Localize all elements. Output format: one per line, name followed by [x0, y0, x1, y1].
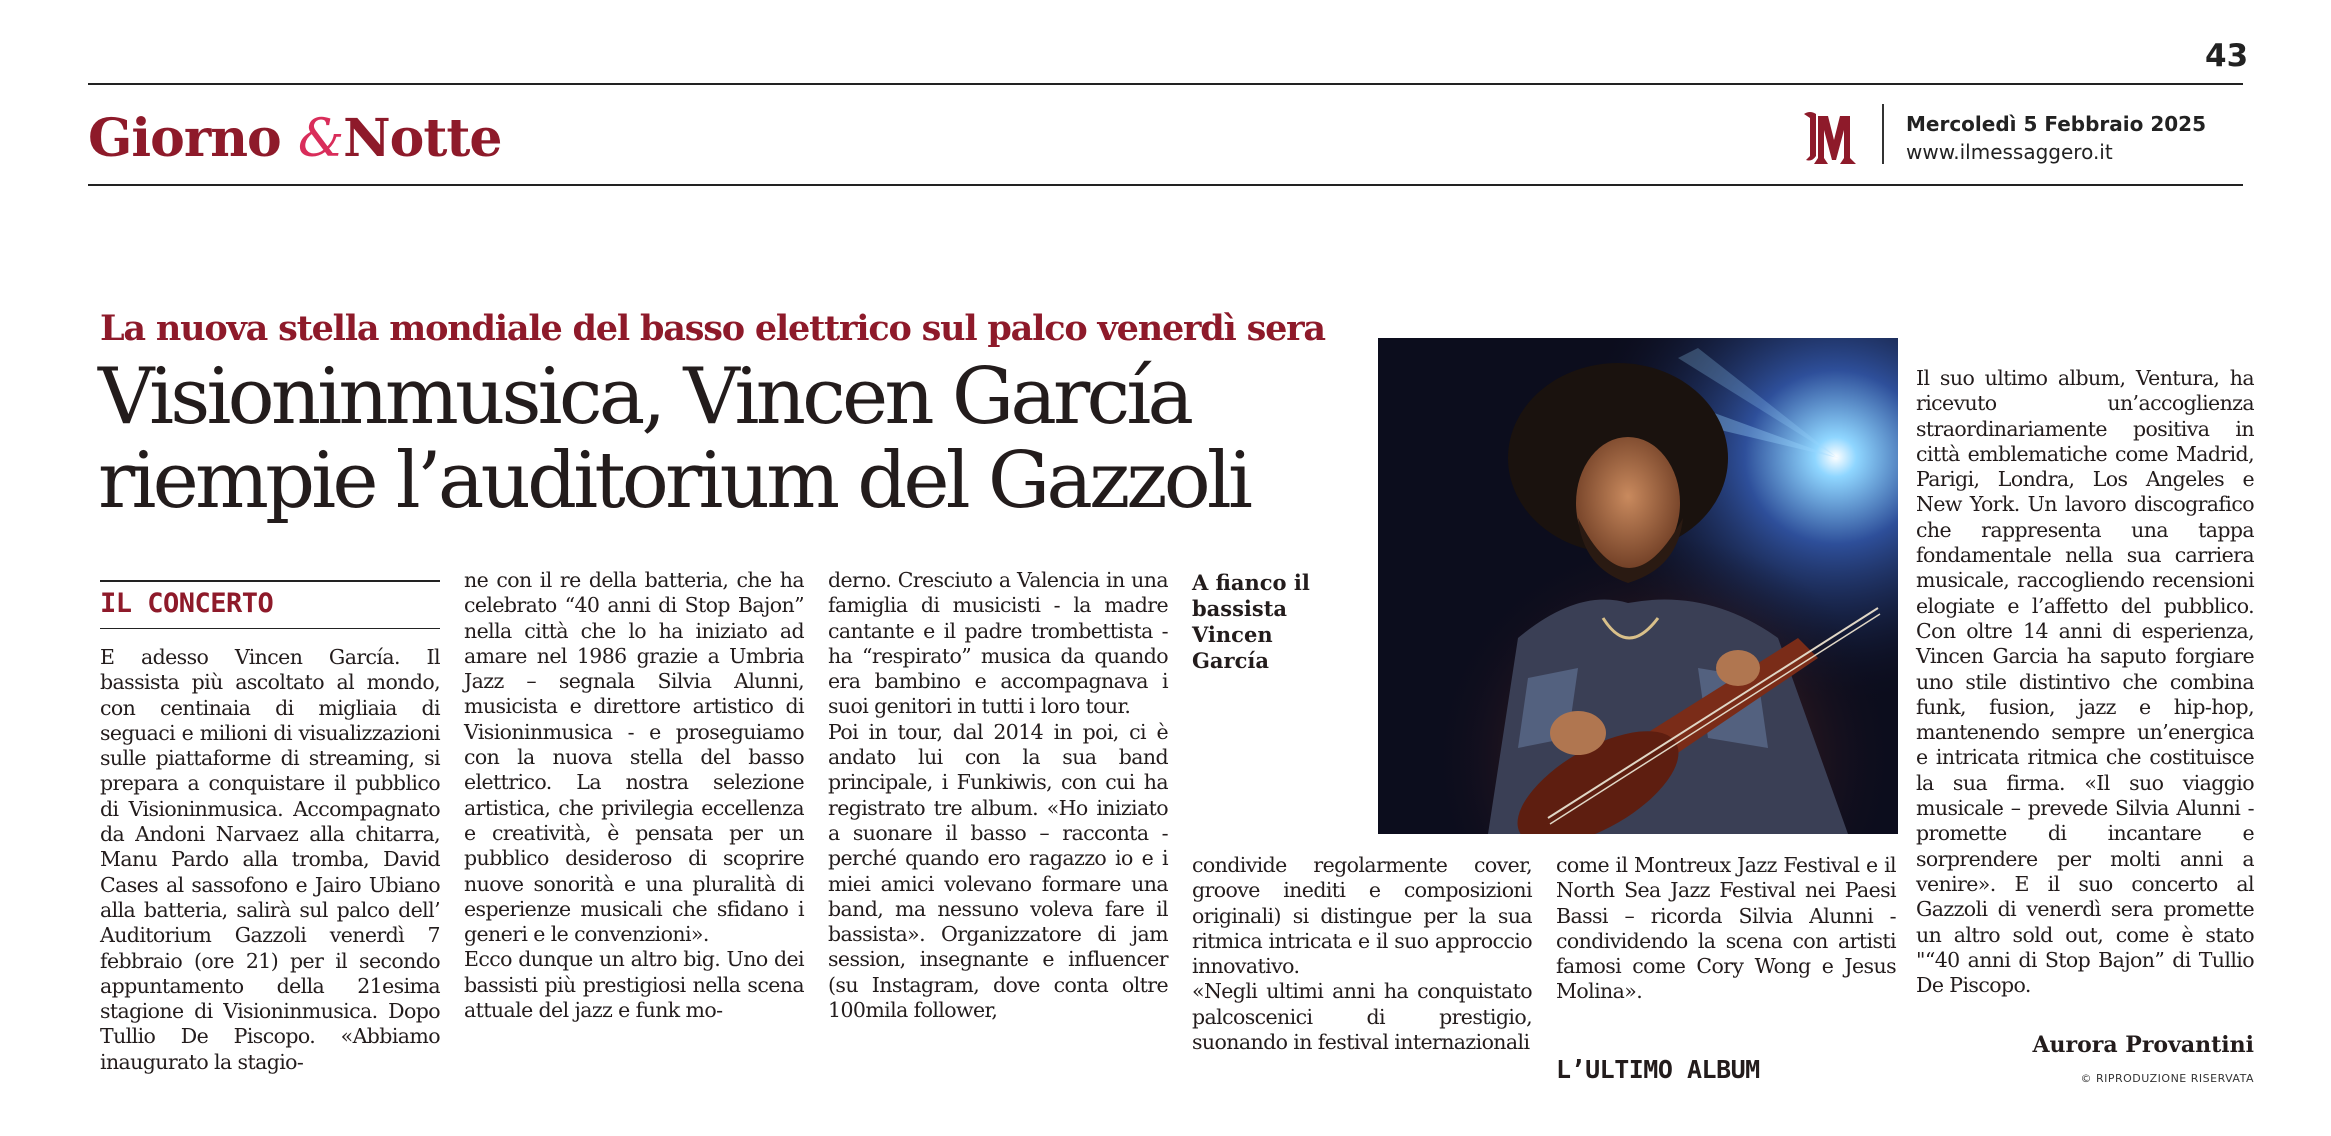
section-label-rule-bottom [100, 628, 440, 629]
body-column-4 [1192, 853, 1532, 1055]
header-divider [1882, 104, 1884, 164]
section-label-rule-top [100, 580, 440, 582]
edition-date: Mercoledì 5 Febbraio 2025 [1906, 112, 2206, 136]
author-byline: Aurora Provantini [2032, 1032, 2254, 1058]
section-subhead: L’ULTIMO ALBUM [1556, 1055, 1760, 1084]
headline-line-1: Visioninmusica, Vincen García [98, 352, 1191, 442]
article-kicker: La nuova stella mondiale del basso elettrico sul palco venerdì sera [100, 308, 1325, 349]
section-title-part2: Notte [343, 108, 502, 169]
article-headline [98, 352, 1398, 526]
body-column-1 [100, 645, 440, 1075]
body-column-5 [1556, 853, 1896, 1005]
body-paragraph: Il suo ultimo album, Ventura, ha ricevuto un’accoglienza straordinariamente positiva in città emblematiche come Madrid, Parigi, Londra, Los Angeles e New York. Un lavoro discografico che rappresenta una tappa fondamentale nella sua carriera musicale, raccogliendo recensioni elogiate e l’affetto del pubblico. Con oltre 14 anni di esperienza, Vincen Garcia ha saputo forgiare uno stile distintivo che combina funk, fusion, jazz e hip-hop, mantenendo sempre un’energica e intricata ritmica che costituisce la sua firma. «Il suo viaggio musicale – prevede Silvia Alunni - promette di incantare e sorprendere per molti anni a venire». E il suo concerto al Gazzoli di venerdì sera promette un altro sold out, come è stato "“40 anni di Stop Bajon” di Tullio De Piscopo. [1916, 366, 2254, 998]
section-title-ampersand: & [297, 109, 344, 169]
bassist-photo [1378, 338, 1898, 834]
header-rule [88, 184, 2243, 186]
body-column-3 [828, 568, 1168, 1023]
body-paragraph: ne con il re della batteria, che ha celebrato “40 anni di Stop Bajon” nella città che lo ha iniziato ad amare nel 1986 grazie a Umbria Jazz – segnala Silvia Alunni, musicista e direttore artistico di Visioninmusica - e proseguiamo con la nuova stella del basso elettrico. La nostra selezione artistica, che privilegia eccellenza e creatività, è pensata per un pubblico desideroso di scoprire nuove sonorità e una pluralità di esperienze musicali che sfidano i generi e le convenzioni». [464, 568, 804, 947]
photo-caption: A fianco il bassista Vincen García [1192, 570, 1310, 673]
body-paragraph: derno. Cresciuto a Valencia in una famiglia di musicisti - la madre cantante e il padre trombettista - ha “respirato” musica da quando era bambino e accompagnava i suoi genitori in tutti i loro tour. [828, 568, 1168, 719]
top-rule [88, 83, 2243, 85]
body-paragraph: «Negli ultimi anni ha conquistato palcoscenici di prestigio, suonando in festival internazionali [1192, 979, 1532, 1055]
il-messaggero-logo-icon [1800, 108, 1862, 168]
headline-line-2: riempie l’auditorium del Gazzoli [98, 436, 1250, 526]
section-title-part1: Giorno [88, 108, 281, 169]
site-url[interactable]: www.ilmessaggero.it [1906, 140, 2113, 164]
copyright-notice: © RIPRODUZIONE RISERVATA [2080, 1072, 2254, 1085]
body-paragraph: come il Montreux Jazz Festival e il North Sea Jazz Festival nei Paesi Bassi – ricorda Silvia Alunni - condividendo la scena con artisti famosi come Cory Wong e Jesus Molina». [1556, 853, 1896, 1004]
section-title [88, 108, 501, 169]
body-column-2 [464, 568, 804, 1023]
body-paragraph: Poi in tour, dal 2014 in poi, ci è andato lui con la sua band principale, i Funkiwis, con cui ha registrato tre album. «Ho iniziato a suonare il basso – racconta - perché quando ero ragazzo io e i miei amici volevano formare una band, ma nessuno voleva fare il bassista». Organizzatore di jam session, insegnante e influencer (su Instagram, dove conta oltre 100mila follower, [828, 719, 1168, 1023]
section-label: IL CONCERTO [100, 588, 274, 619]
body-paragraph: condivide regolarmente cover, groove inediti e composizioni originali) si distingue per la sua ritmica intricata e il suo approccio innovativo. [1192, 853, 1532, 979]
body-column-6 [1916, 366, 2254, 998]
body-paragraph: E adesso Vincen García. Il bassista più ascoltato al mondo, con centinaia di migliaia di seguaci e milioni di visualizzazioni sulle piattaforme di streaming, si prepara a conquistare il pubblico di Visioninmusica. Accompagnato da Andoni Narvaez alla chitarra, Manu Pardo alla tromba, David Cases al sassofono e Jairo Ubiano alla batteria, salirà sul palco dell’ Auditorium Gazzoli venerdì 7 febbraio (ore 21) per il secondo appuntamento della 21esima stagione di Visioninmusica. Dopo Tullio De Piscopo. «Abbiamo inaugurato la stagio- [100, 645, 440, 1074]
body-paragraph: Ecco dunque un altro big. Uno dei bassisti più prestigiosi nella scena attuale del jazz e funk mo- [464, 947, 804, 1023]
page-number: 43 [2205, 38, 2249, 74]
